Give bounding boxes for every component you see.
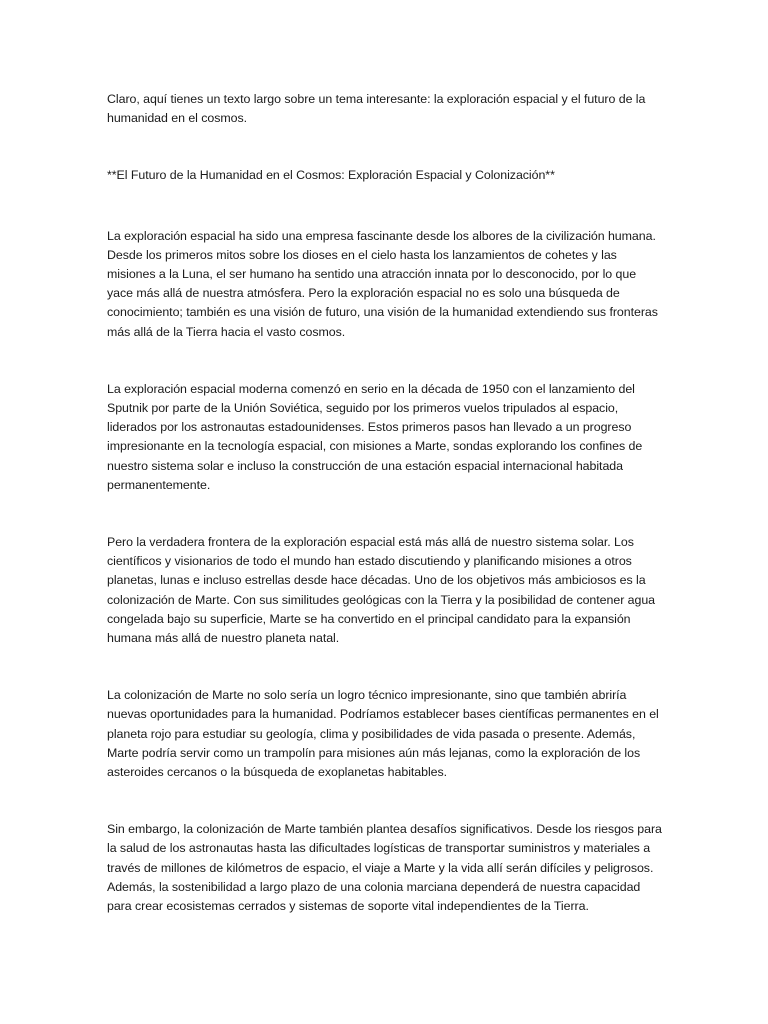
document-title: **El Futuro de la Humanidad en el Cosmos: Exploración Espacial y Colonización** <box>107 168 555 183</box>
body-paragraph: Pero la verdadera frontera de la exploración espacial está más allá de nuestro sistema solar. Los científicos y visionarios de todo el mundo han estado discutiendo y planificando misiones a otros planetas, lunas e incluso estrellas desde hace décadas. Uno de los objetivos más ambiciosos es la colonización de Marte. Con sus similitudes geológicas con la Tierra y la posibilidad de contener agua congelada bajo su superficie, Marte se ha convertido en el principal candidato para la expansión humana más allá de nuestro planeta natal. <box>107 535 656 646</box>
body-paragraph: Sin embargo, la colonización de Marte también plantea desafíos significativos. Desde los riesgos para la salud de los astronautas hasta las dificultades logísticas de transportar suministros y materiales a través de millones de kilómetros de espacio, el viaje a Marte y la vida allí serán difíciles y peligrosos. Además, la sostenibilidad a largo plazo de una colonia marciana dependerá de nuestra capacidad para crear ecosistemas cerrados y sistemas de soporte vital independientes de la Tierra. <box>107 822 662 914</box>
intro-paragraph: Claro, aquí tienes un texto largo sobre un tema interesante: la exploración espacial y el futuro de la humanidad en el cosmos. <box>107 92 646 126</box>
body-paragraph: La exploración espacial ha sido una empresa fascinante desde los albores de la civilización humana. Desde los primeros mitos sobre los dioses en el cielo hasta los lanzamientos de cohetes y las misiones a la Luna, el ser humano ha sentido una atracción innata por lo desconocido, por lo que yace más allá de nuestra atmósfera. Pero la exploración espacial no es solo una búsqueda de conocimiento; también es una visión de futuro, una visión de la humanidad extendiendo sus fronteras más allá de la Tierra hacia el vasto cosmos. <box>107 228 658 339</box>
body-paragraph: La colonización de Marte no solo sería un logro técnico impresionante, sino que también abriría nuevas oportunidades para la humanidad. Podríamos establecer bases científicas permanentes en el planeta rojo para estudiar su geología, clima y posibilidades de vida pasada o presente. Además, Marte podría servir como un trampolín para misiones aún más lejanas, como la exploración de los asteroides cercanos o la búsqueda de exoplanetas habitables. <box>107 688 659 780</box>
body-paragraph: La exploración espacial moderna comenzó en serio en la década de 1950 con el lanzamiento del Sputnik por parte de la Unión Soviética, seguido por los primeros vuelos tripulados al espacio, liderados por los astronautas estadounidenses. Estos primeros pasos han llevado a un progreso impresionante en la tecnología espacial, con misiones a Marte, sondas explorando los confines de nuestro sistema solar e incluso la construcción de una estación espacial internacional habitada permanentemente. <box>107 381 643 492</box>
document-body <box>107 90 663 954</box>
